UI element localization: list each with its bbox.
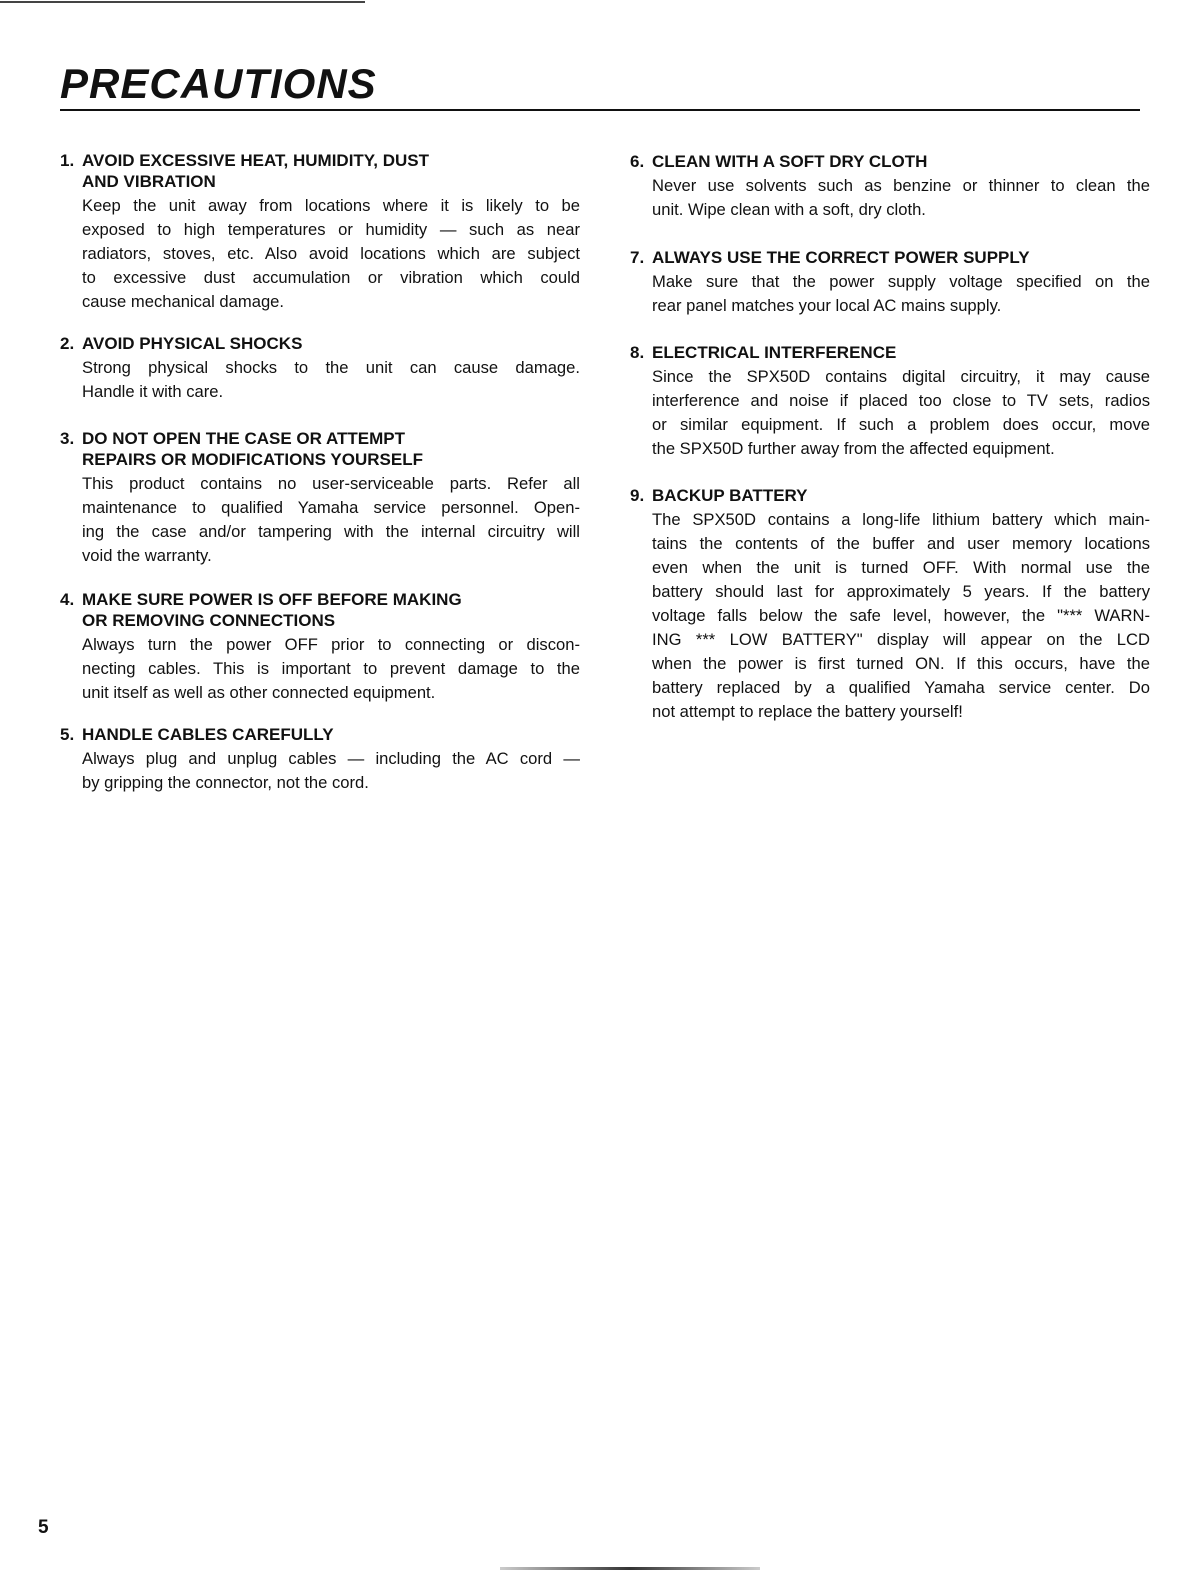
body-line: to excessive dust accumulation or vibration which could — [82, 268, 580, 287]
precaution-item — [60, 333, 580, 404]
precaution-body — [82, 356, 580, 404]
body-line: This product contains no user-serviceable parts. Refer all — [82, 474, 580, 493]
body-line: maintenance to qualified Yamaha service personnel. Open- — [82, 498, 580, 517]
heading-line: CLEAN WITH A SOFT DRY CLOTH — [652, 152, 928, 171]
precaution-body — [652, 174, 1150, 222]
body-line: when the power is first turned ON. If this occurs, have the — [652, 654, 1150, 673]
body-line: rear panel matches your local AC mains supply. — [652, 296, 1002, 315]
item-number: 1. — [60, 151, 75, 170]
item-number: 5. — [60, 725, 75, 744]
body-line: Never use solvents such as benzine or thinner to clean the — [652, 176, 1150, 195]
body-line: Always turn the power OFF prior to connecting or discon- — [82, 635, 580, 654]
body-line: exposed to high temperatures or humidity — such as near — [82, 220, 580, 239]
body-line: ING *** LOW BATTERY" display will appear on the LCD — [652, 630, 1150, 649]
body-line: not attempt to replace the battery yourself! — [652, 702, 963, 721]
item-number: 4. — [60, 590, 75, 609]
item-number: 3. — [60, 429, 75, 448]
precaution-body — [652, 270, 1150, 318]
item-number: 2. — [60, 334, 75, 353]
precaution-item — [60, 724, 580, 795]
precaution-heading — [630, 247, 1150, 268]
body-line: void the warranty. — [82, 546, 212, 565]
heading-line: MAKE SURE POWER IS OFF BEFORE MAKING — [82, 590, 462, 609]
heading-line: AVOID EXCESSIVE HEAT, HUMIDITY, DUST — [82, 151, 429, 170]
heading-line: BACKUP BATTERY — [652, 486, 808, 505]
body-line: Keep the unit away from locations where it is likely to be — [82, 196, 580, 215]
body-line: ing the case and/or tampering with the internal circuitry will — [82, 522, 580, 541]
body-line: unit itself as well as other connected equipment. — [82, 683, 436, 702]
precaution-body — [82, 472, 580, 568]
body-line: by gripping the connector, not the cord. — [82, 773, 369, 792]
precaution-item — [630, 151, 1150, 222]
body-line: Make sure that the power supply voltage specified on the — [652, 272, 1150, 291]
body-line: unit. Wipe clean with a soft, dry cloth. — [652, 200, 926, 219]
precaution-body — [82, 194, 580, 314]
precaution-item — [630, 485, 1150, 724]
body-line: voltage falls below the safe level, however, the "*** WARN- — [652, 606, 1150, 625]
precaution-heading — [60, 333, 580, 354]
body-line: Strong physical shocks to the unit can cause damage. — [82, 358, 580, 377]
precaution-heading — [60, 724, 580, 745]
body-line: battery should last for approximately 5 years. If the battery — [652, 582, 1150, 601]
body-line: battery replaced by a qualified Yamaha service center. Do — [652, 678, 1150, 697]
body-line: interference and noise if placed too close to TV sets, radios — [652, 391, 1150, 410]
heading-line: AVOID PHYSICAL SHOCKS — [82, 334, 303, 353]
page-number: 5 — [38, 1517, 49, 1538]
precaution-item — [60, 589, 580, 705]
title-rule — [60, 109, 1140, 111]
precaution-item — [60, 150, 580, 314]
precaution-heading — [630, 151, 1150, 172]
precaution-heading — [60, 428, 580, 470]
heading-line: ELECTRICAL INTERFERENCE — [652, 343, 897, 362]
body-line: The SPX50D contains a long-life lithium battery which main- — [652, 510, 1150, 529]
precaution-heading — [60, 589, 580, 631]
precaution-body — [652, 508, 1150, 724]
bottom-scan-line — [500, 1567, 760, 1570]
item-number: 8. — [630, 343, 645, 362]
body-line: necting cables. This is important to prevent damage to the — [82, 659, 580, 678]
precaution-heading — [630, 342, 1150, 363]
body-line: tains the contents of the buffer and user memory locations — [652, 534, 1150, 553]
item-number: 7. — [630, 248, 645, 267]
precaution-body — [652, 365, 1150, 461]
top-scan-line — [0, 1, 365, 3]
body-line: radiators, stoves, etc. Also avoid locations which are subject — [82, 244, 580, 263]
body-line: Since the SPX50D contains digital circuitry, it may cause — [652, 367, 1150, 386]
heading-line: AND VIBRATION — [82, 172, 216, 191]
heading-line: HANDLE CABLES CAREFULLY — [82, 725, 334, 744]
item-number: 9. — [630, 486, 645, 505]
body-line: Handle it with care. — [82, 382, 224, 401]
body-line: the SPX50D further away from the affected equipment. — [652, 439, 1055, 458]
heading-line: DO NOT OPEN THE CASE OR ATTEMPT — [82, 429, 406, 448]
item-number: 6. — [630, 152, 645, 171]
body-line: even when the unit is turned OFF. With normal use the — [652, 558, 1150, 577]
body-line: Always plug and unplug cables — including the AC cord — — [82, 749, 580, 768]
body-line: cause mechanical damage. — [82, 292, 285, 311]
precaution-heading — [60, 150, 580, 192]
precaution-heading — [630, 485, 1150, 506]
heading-line: REPAIRS OR MODIFICATIONS YOURSELF — [82, 450, 423, 469]
precaution-body — [82, 633, 580, 705]
precaution-item — [60, 428, 580, 568]
page-title: PRECAUTIONS — [60, 60, 377, 107]
precaution-item — [630, 342, 1150, 461]
heading-line: OR REMOVING CONNECTIONS — [82, 611, 336, 630]
body-line: or similar equipment. If such a problem does occur, move — [652, 415, 1150, 434]
precaution-item — [630, 247, 1150, 318]
precaution-body — [82, 747, 580, 795]
heading-line: ALWAYS USE THE CORRECT POWER SUPPLY — [652, 248, 1030, 267]
